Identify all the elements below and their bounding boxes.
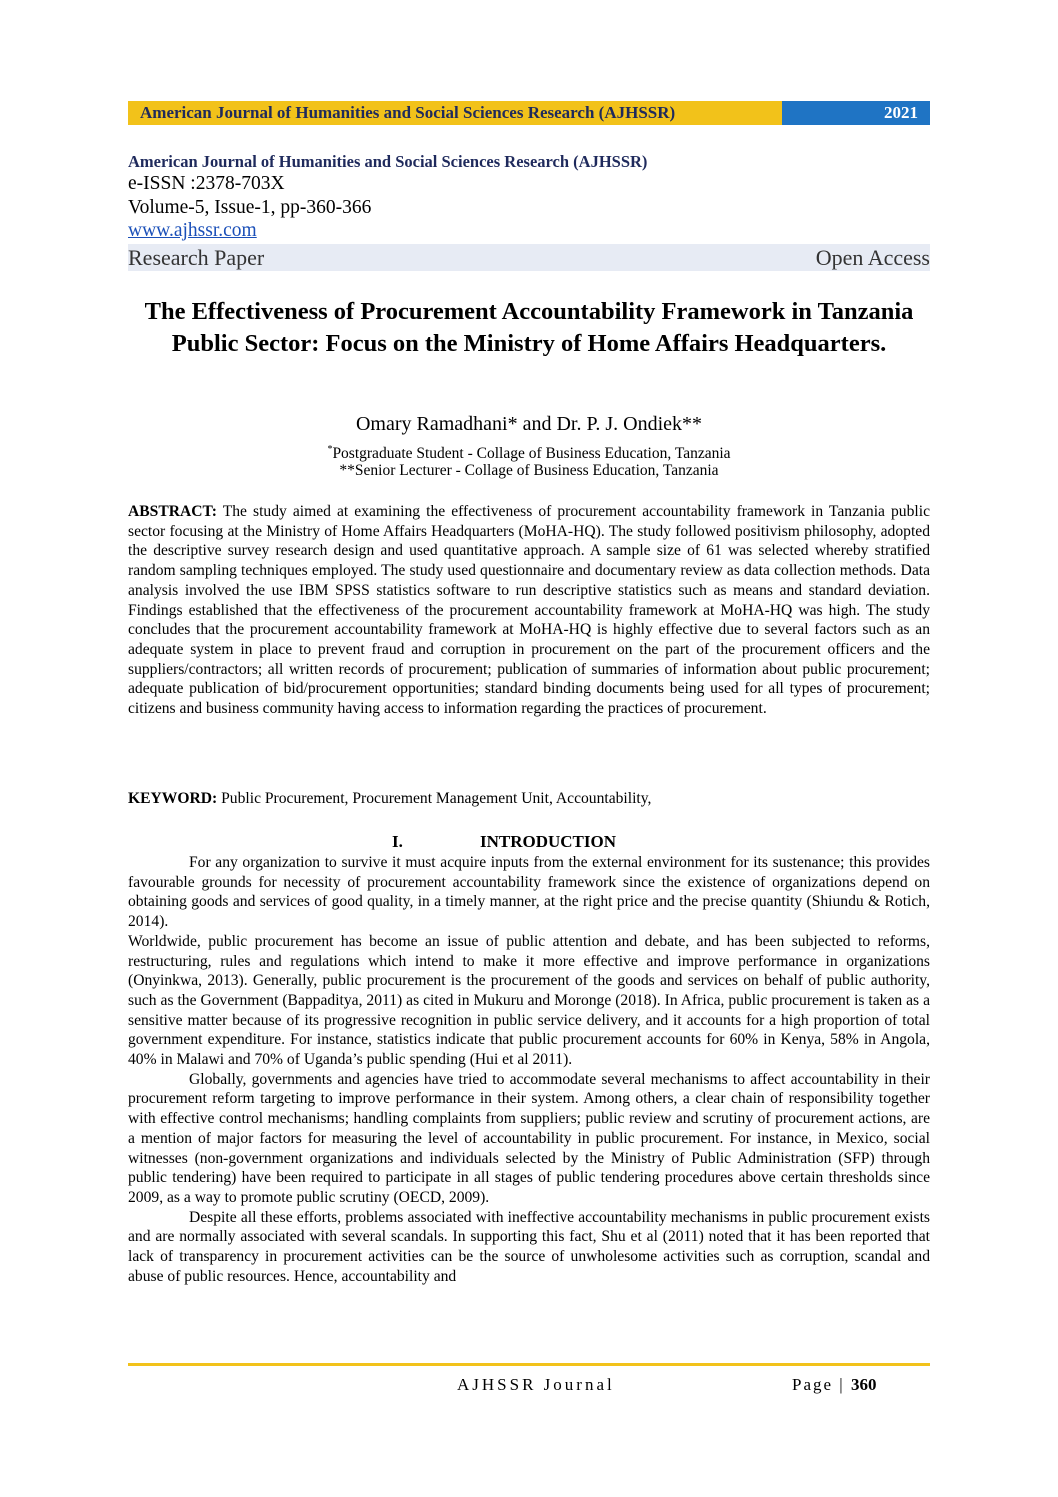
paragraph: Globally, governments and agencies have tried to accommodate several mechanisms to affect accountability in their procurement reform targeting to improve performance in their system. Among others, a clear chain of responsibility together with effective control mechanisms; handling complaints from suppliers; public review and scrutiny of procurement actions, are a mention of major factors for measuring the level of accountability in public procurement. For instance, in Mexico, social witnesses (non-government organizations and individuals selected by the Ministry of Public Administration (SFP) through public tendering) have been required to participate in all stages of public tendering procedures above certain thresholds since 2009, as a way to promote public scrutiny (OECD, 2009). [128, 1070, 930, 1206]
keyword-text: Public Procurement, Procurement Management Unit, Accountability, [217, 790, 652, 807]
masthead [128, 152, 930, 271]
access-type: Open Access [815, 244, 930, 270]
affiliation-1-text: Postgraduate Student - Collage of Business Education, Tanzania [332, 445, 731, 463]
abstract-text: The study aimed at examining the effectiveness of procurement accountability framework in Tanzania public sector focusing at the Ministry of Home Affairs Headquarters (MoHA-HQ). The study followed positivism philosophy, adopted the descriptive survey research design and used quantitative approach. A sample size of 61 was selected whereby stratified random sampling techniques employed. The study used questionnaire and documentary review as data collection methods. Data analysis involved the use IBM SPSS statistics software to run descriptive statistics such as means and standard deviation. Findings established that the effectiveness of the procurement accountability framework at MoHA-HQ was high. The study concludes that the procurement accountability framework at MoHA-HQ is highly effective due to several factors such as an adequate system in place to prevent fraud and corruption in procurement on the part of the procurement officers and the suppliers/contractors; all written records of procurement; publication of summaries of information about public procurement; adequate publication of bid/procurement opportunities; standard binding documents being used for all types of procurement; citizens and business community having access to information regarding the practices of procurement. [128, 503, 930, 718]
affiliation-2: **Senior Lecturer - Collage of Business Education, Tanzania [339, 462, 719, 479]
masthead-journal: American Journal of Humanities and Social Sciences Research (AJHSSR) [128, 152, 648, 171]
paper-type: Research Paper [128, 244, 265, 270]
section-title: INTRODUCTION [480, 832, 617, 851]
journal-website-link[interactable]: www.ajhssr.com [128, 220, 257, 241]
masthead-volume: Volume-5, Issue-1, pp-360-366 [128, 197, 372, 218]
section-number: I. [392, 832, 403, 851]
authors: Omary Ramadhani* and Dr. P. J. Ondiek** [355, 413, 703, 435]
masthead-issn: e-ISSN :2378-703X [128, 173, 285, 194]
header-year: 2021 [782, 101, 930, 125]
abstract [128, 502, 930, 719]
header-journal-name: American Journal of Humanities and Social Sciences Research (AJHSSR) [128, 101, 782, 125]
paragraph: Worldwide, public procurement has become an issue of public attention and debate, and has been subjected to reforms, restructuring, rules and regulations which intend to make it more effective and improve performance in organizations (Onyinkwa, 2013). Generally, public procurement is the procurement of the goods and services on behalf of public authority, such as the Government (Bappaditya, 2011) as cited in Mukuru and Moronge (2018). In Africa, public procurement is taken as a sensitive matter because of its progressive recognition in public service delivery, and it accounts for a high proportion of total government expenditure. For instance, statistics indicate that public procurement accounts for 60% in Kenya, 58% in Angola, 40% in Malawi and 70% of Uganda’s public spending (Hui et al 2011). [128, 932, 930, 1069]
keywords [128, 789, 930, 809]
paper-type-bar [128, 244, 930, 271]
affiliation-1-mark: * [327, 444, 333, 455]
footer-page: Page | 360 [792, 1375, 877, 1394]
paper-title: The Effectiveness of Procurement Accountability Framework in Tanzania Public Sector: Focus on the Ministry of Home Affairs Headquarters. [144, 298, 914, 357]
footer-page-label: Page [792, 1375, 834, 1394]
introduction-body [128, 853, 930, 1286]
footer-journal: AJHSSR Journal [457, 1375, 615, 1394]
paragraph: Despite all these efforts, problems associated with ineffective accountability mechanisms in public procurement exists and are normally associated with several scandals. In supporting this fact, Shu et al (2011) noted that it has been reported that lack of transparency in procurement activities can be the source of unwholesome activities such as corruption, scandal and abuse of public resources. Hence, accountability and [128, 1208, 930, 1285]
running-header [128, 101, 930, 125]
footer-page-number: 360 [850, 1375, 877, 1394]
abstract-label: ABSTRACT: [128, 503, 217, 520]
keyword-label: KEYWORD: [128, 790, 218, 807]
paragraph: For any organization to survive it must acquire inputs from the external environment for its sustenance; this provides favourable grounds for necessity of procurement accountability framework since the existence of organizations depend on obtaining goods and services of good quality, in a timely manner, at the right price and the precise quantity (Shiundu & Rotich, 2014). [128, 854, 930, 931]
footer-divider [128, 1363, 930, 1366]
